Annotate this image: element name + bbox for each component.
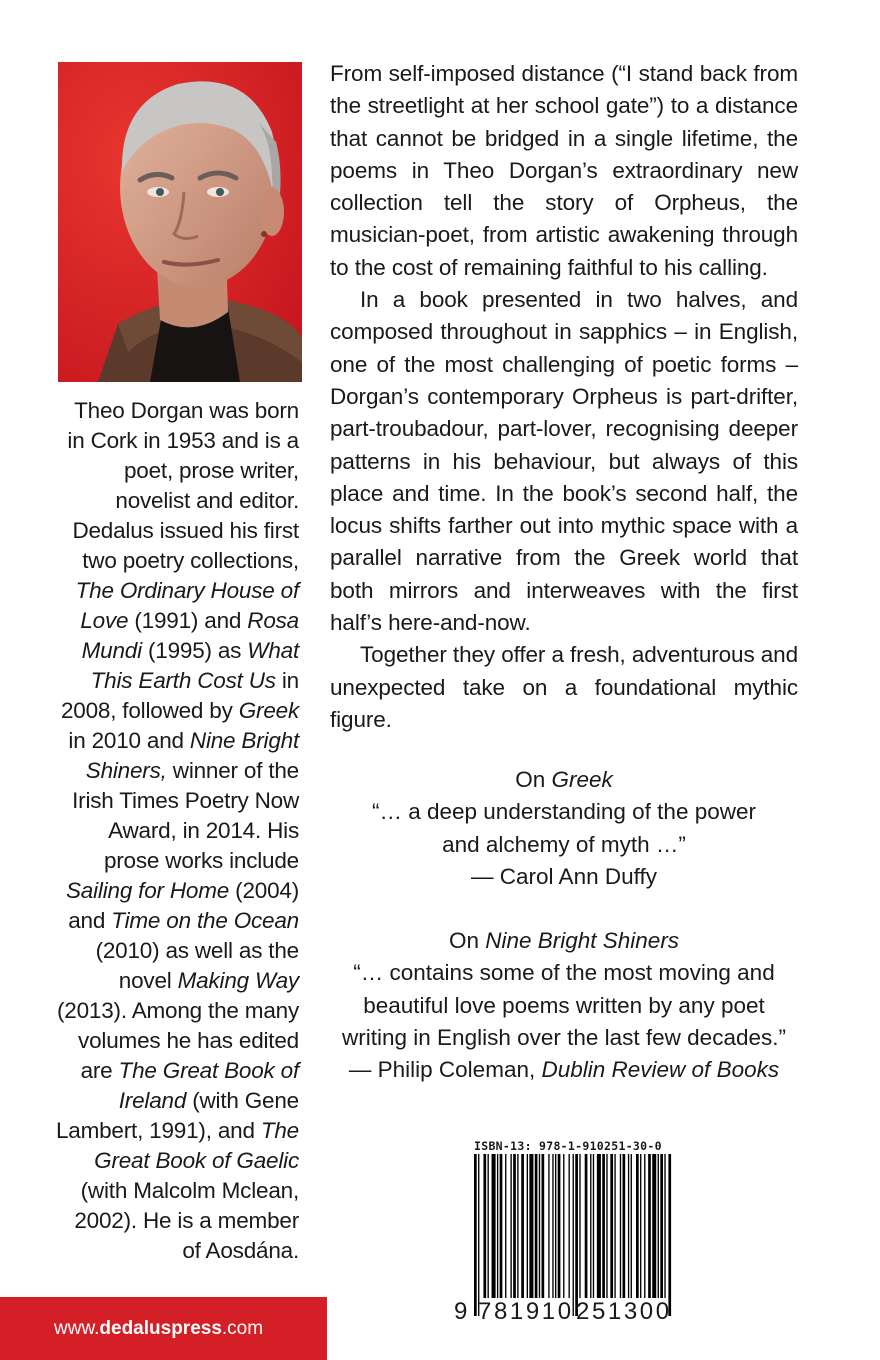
isbn-label: ISBN-13: 978-1-910251-30-0 <box>474 1139 662 1153</box>
barcode-bar <box>590 1154 591 1298</box>
barcode-bar <box>614 1154 615 1298</box>
bio-text: in 2008, followed by <box>60 668 299 723</box>
barcode-bar <box>517 1154 518 1298</box>
barcode-bar <box>573 1154 574 1316</box>
barcode-bar <box>652 1154 656 1298</box>
barcode-bar <box>628 1154 629 1298</box>
barcode-bar <box>623 1154 626 1298</box>
review-quotes <box>330 764 798 1119</box>
quote-line: “… a deep understanding of the power <box>371 799 756 825</box>
bio-text: (with Malcolm Mclean, 2002). He is a member of Aosdána. <box>74 1178 299 1263</box>
bio-text: (1991) and <box>128 608 248 633</box>
barcode-bar <box>610 1154 613 1298</box>
barcode-bar <box>648 1154 651 1298</box>
author-photo <box>58 62 302 382</box>
bio-title: The Ordinary House of Love <box>75 578 299 633</box>
barcode-bar <box>527 1154 528 1298</box>
bio-title: Nine Bright Shiners, <box>85 728 299 783</box>
bio-text: Theo Dorgan was born in Cork in 1953 and is a poet, prose writer, novelist and editor. Dedalus issued his first two poetry collections, <box>67 398 299 573</box>
bio-text: (with Gene Lambert, 1991), and <box>55 1088 299 1143</box>
blurb-paragraph: From self-imposed distance (“I stand back from the streetlight at her school gate”) to a distance that cannot be bridged in a single lifetime, the poems in Theo Dorgan’s extraordinary new collection tell the story of Orpheus, the musician-poet, from artistic awakening through to the cost of remaining faithful to his calling. <box>330 61 798 280</box>
quote-attribution: — Philip Coleman, Dublin Review of Books <box>348 1057 780 1083</box>
barcode-bar <box>569 1154 570 1298</box>
author-bio <box>52 396 299 1266</box>
quote-nine-bright-shiners <box>330 925 798 1086</box>
blurb-paragraph: In a book presented in two halves, and composed throughout in sapphics – in English, one of the most challenging of poetic forms – Dorgan’s contemporary Orpheus is part-drifter, part-troubadour, part-lover, recognising deeper patterns in his behaviour, but always of this place and time. In the book’s second half, the locus shifts farther out into mythic space with a parallel narrative from the Greek world that both mirrors and interweaves with the first half’s here-and-now. <box>330 287 798 636</box>
quote-line: beautiful love poems written by any poet <box>363 992 765 1018</box>
book-blurb <box>330 58 798 736</box>
bio-title: The Great Book of Ireland <box>118 1058 299 1113</box>
bio-title: The Great Book of Gaelic <box>94 1118 299 1173</box>
quote-line: writing in English over the last few decades.” <box>342 1025 786 1051</box>
bio-text: (1995) as <box>141 638 248 663</box>
bio-title: Time on the Ocean <box>111 908 299 933</box>
barcode-bar <box>563 1154 564 1298</box>
barcode-bar <box>593 1154 594 1298</box>
quote-attribution: — Carol Ann Duffy <box>471 863 657 889</box>
barcode-bar <box>640 1154 641 1298</box>
bio-text: (2010) as well as the novel <box>95 938 299 993</box>
barcode-bar <box>478 1154 479 1316</box>
barcode-bar <box>631 1154 632 1298</box>
barcode-bar <box>483 1154 486 1298</box>
barcode-bars <box>474 1154 672 1316</box>
barcode-bar <box>644 1154 645 1298</box>
barcode-bar <box>535 1154 538 1298</box>
barcode-bar <box>602 1154 605 1298</box>
quote-line: “… contains some of the most moving and <box>353 960 775 986</box>
barcode-bar <box>664 1154 665 1298</box>
barcode-bar <box>620 1154 621 1298</box>
barcode <box>474 1154 672 1316</box>
barcode-digits-left: 781910 <box>478 1298 574 1325</box>
barcode-bar <box>497 1154 498 1298</box>
bio-text: (2013). Among the many volumes he has edited are <box>57 998 299 1083</box>
barcode-bar <box>555 1154 556 1298</box>
barcode-bar <box>558 1154 561 1298</box>
barcode-bar <box>521 1154 524 1298</box>
quote-heading: On Nine Bright Shiners <box>448 928 680 954</box>
bio-title: Greek <box>238 698 299 723</box>
barcode-bar <box>668 1154 671 1316</box>
barcode-bar <box>500 1154 503 1298</box>
website-link[interactable]: www.dedaluspress.com <box>54 1317 264 1339</box>
barcode-bar <box>492 1154 496 1298</box>
barcode-digit-lead: 9 <box>454 1298 468 1325</box>
barcode-bar <box>542 1154 545 1298</box>
quote-heading: On Greek <box>515 767 613 792</box>
website-bar <box>0 1297 327 1360</box>
bio-title: Rosa Mundi <box>81 608 299 663</box>
barcode-bar <box>474 1154 477 1316</box>
bio-title: Sailing for Home <box>65 878 230 903</box>
author-portrait-illustration <box>58 62 302 382</box>
barcode-bar <box>579 1154 580 1298</box>
barcode-bar <box>636 1154 639 1298</box>
barcode-bar <box>575 1154 578 1316</box>
bio-text: in 2010 and <box>68 728 190 753</box>
bio-text: winner of the Irish Times Poetry Now Award, in 2014. His prose works include <box>72 758 299 873</box>
barcode-bar <box>510 1154 511 1298</box>
barcode-digits-right: 251300 <box>576 1298 672 1325</box>
barcode-bar <box>529 1154 533 1298</box>
barcode-bar <box>505 1154 506 1298</box>
barcode-bar <box>597 1154 601 1298</box>
bio-text: (2004) and <box>68 878 299 933</box>
quote-line: and alchemy of myth …” <box>442 831 686 857</box>
barcode-bar <box>606 1154 607 1298</box>
barcode-bar <box>488 1154 489 1298</box>
barcode-bar <box>548 1154 549 1298</box>
quote-greek <box>330 764 798 893</box>
bio-title: What This Earth Cost Us <box>90 638 299 693</box>
barcode-bar <box>539 1154 540 1298</box>
barcode-bar <box>513 1154 516 1298</box>
barcode-bar <box>660 1154 663 1298</box>
bio-title: Making Way <box>177 968 299 993</box>
barcode-bar <box>585 1154 588 1298</box>
blurb-paragraph: Together they offer a fresh, adventurous and unexpected take on a foundational mythic figure. <box>330 642 798 732</box>
barcode-bar <box>552 1154 553 1298</box>
barcode-bar <box>658 1154 659 1298</box>
